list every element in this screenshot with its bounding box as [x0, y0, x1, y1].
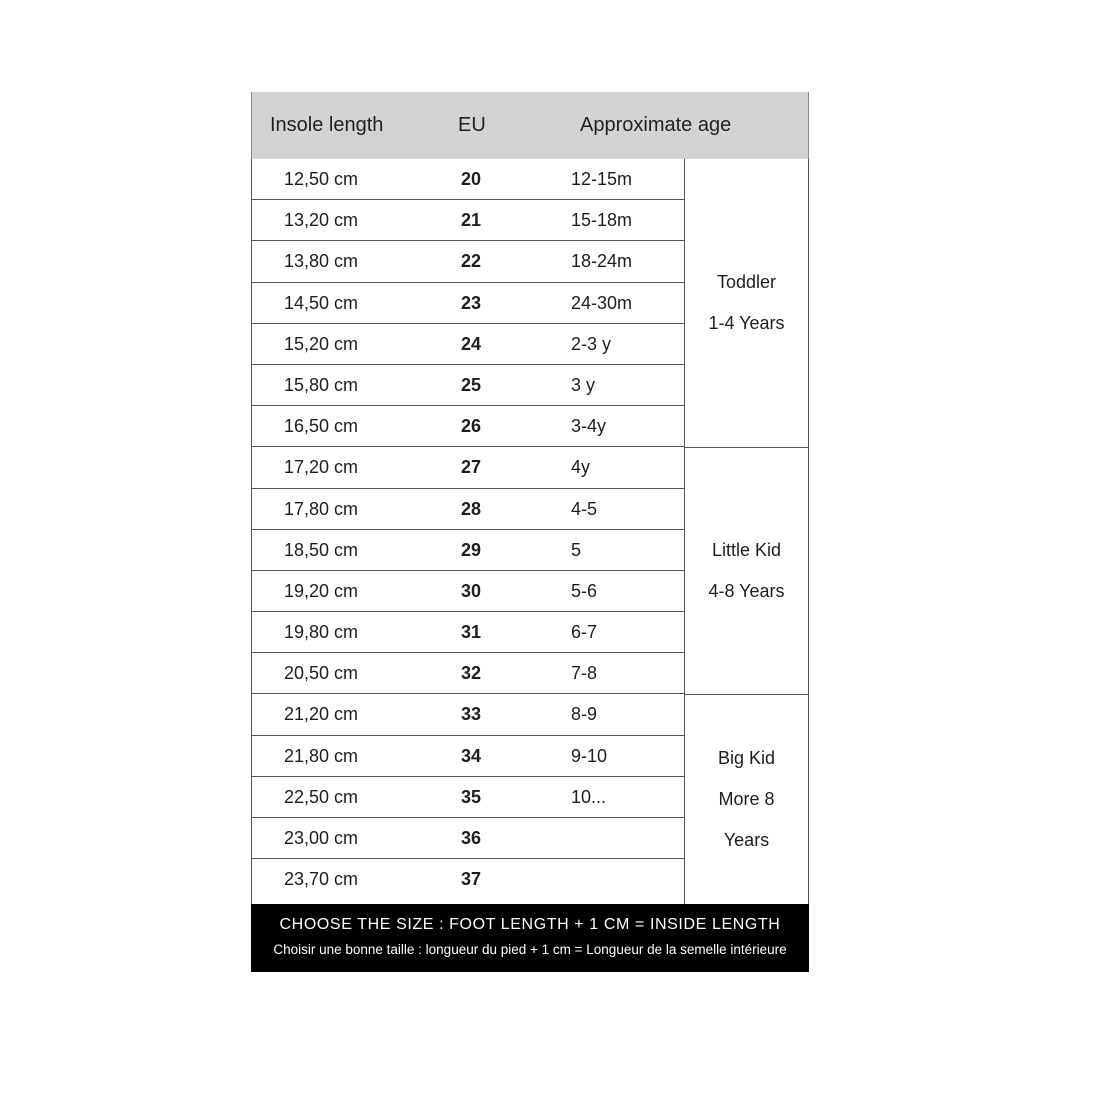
eu-size-cell: 34: [461, 745, 482, 766]
table-header: [251, 92, 809, 159]
group-range-unit: Years: [723, 830, 770, 850]
eu-size-cell: 23: [461, 292, 482, 313]
age-cell: 3 y: [571, 374, 596, 395]
age-cell: 24-30m: [571, 292, 633, 313]
eu-size-cell: 29: [461, 539, 482, 560]
group-big-kid: [685, 695, 808, 904]
table-row: [252, 859, 685, 900]
insole-length-cell: 13,80 cm: [284, 251, 359, 272]
header-eu: EU: [458, 114, 486, 136]
age-cell: 2-3 y: [571, 333, 612, 354]
table-row: [252, 818, 685, 859]
table-row: [252, 200, 685, 241]
age-cell: 15-18m: [571, 210, 633, 231]
insole-length-cell: 13,20 cm: [284, 210, 359, 231]
group-range: 1-4 Years: [708, 313, 785, 333]
insole-length-cell: 16,50 cm: [284, 416, 359, 437]
age-cell: 4-5: [571, 498, 598, 519]
insole-length-cell: 14,50 cm: [284, 292, 359, 313]
table-row: [252, 283, 685, 324]
eu-size-cell: 33: [461, 704, 482, 725]
size-instruction-footer: [251, 904, 809, 972]
age-cell: 10...: [571, 786, 607, 807]
table-row: [252, 241, 685, 282]
group-range: More 8: [718, 789, 775, 809]
insole-length-cell: 20,50 cm: [284, 663, 359, 684]
eu-size-cell: 26: [461, 416, 482, 437]
instruction-english: CHOOSE THE SIZE : FOOT LENGTH + 1 CM = INSIDE LENGTH: [279, 916, 781, 933]
insole-length-cell: 23,70 cm: [284, 869, 359, 890]
instruction-french: Choisir une bonne taille : longueur du pied + 1 cm = Longueur de la semelle intérieure: [273, 942, 787, 957]
insole-length-cell: 17,20 cm: [284, 457, 359, 478]
insole-length-cell: 19,20 cm: [284, 580, 359, 601]
age-cell: 9-10: [571, 745, 608, 766]
age-cell: 6-7: [571, 622, 598, 643]
age-cell: 4y: [571, 457, 591, 478]
insole-length-cell: 18,50 cm: [284, 539, 359, 560]
table-row: [252, 159, 685, 200]
insole-length-cell: 21,20 cm: [284, 704, 359, 725]
eu-size-cell: 24: [461, 333, 482, 354]
group-range: 4-8 Years: [708, 581, 785, 601]
insole-length-cell: 19,80 cm: [284, 622, 359, 643]
insole-length-cell: 12,50 cm: [284, 169, 359, 189]
insole-length-cell: 15,20 cm: [284, 333, 359, 354]
table-row: [252, 489, 685, 530]
insole-length-cell: 23,00 cm: [284, 828, 359, 848]
table-row: [252, 653, 685, 694]
insole-length-cell: 17,80 cm: [284, 498, 359, 519]
table-row: [252, 365, 685, 406]
table-row: [252, 736, 685, 777]
age-cell: 5: [571, 539, 582, 560]
eu-size-cell: 28: [461, 498, 482, 519]
table-row: [252, 571, 685, 612]
group-label: Big Kid: [717, 748, 776, 768]
eu-size-cell: 20: [461, 169, 482, 189]
table-row: [252, 324, 685, 365]
insole-length-cell: 22,50 cm: [284, 786, 359, 807]
table-row: [252, 447, 685, 488]
group-toddler: [685, 159, 808, 448]
eu-size-cell: 30: [461, 580, 482, 601]
eu-size-cell: 31: [461, 622, 482, 643]
age-groups: [685, 159, 808, 904]
table-body: [251, 159, 809, 904]
age-cell: 12-15m: [571, 169, 633, 189]
size-chart: [251, 92, 809, 972]
age-cell: 5-6: [571, 580, 598, 601]
eu-size-cell: 35: [461, 786, 482, 807]
header-approximate-age: Approximate age: [580, 114, 732, 136]
table-row: [252, 777, 685, 818]
eu-size-cell: 25: [461, 374, 482, 395]
eu-size-cell: 21: [461, 210, 482, 231]
age-cell: 7-8: [571, 663, 598, 684]
header-insole-length: Insole length: [270, 114, 384, 136]
age-cell: 18-24m: [571, 251, 633, 272]
insole-length-cell: 15,80 cm: [284, 374, 359, 395]
age-cell: 3-4y: [571, 416, 607, 437]
eu-size-cell: 36: [461, 828, 482, 848]
table-row: [252, 530, 685, 571]
eu-size-cell: 32: [461, 663, 482, 684]
age-cell: 8-9: [571, 704, 598, 725]
size-rows: [252, 159, 685, 900]
table-row: [252, 694, 685, 735]
group-little-kid: [685, 448, 808, 695]
eu-size-cell: 27: [461, 457, 482, 478]
table-row: [252, 406, 685, 447]
eu-size-cell: 22: [461, 251, 482, 272]
group-label: Toddler: [716, 272, 777, 292]
group-label: Little Kid: [711, 540, 782, 560]
table-row: [252, 612, 685, 653]
insole-length-cell: 21,80 cm: [284, 745, 359, 766]
eu-size-cell: 37: [461, 869, 482, 890]
